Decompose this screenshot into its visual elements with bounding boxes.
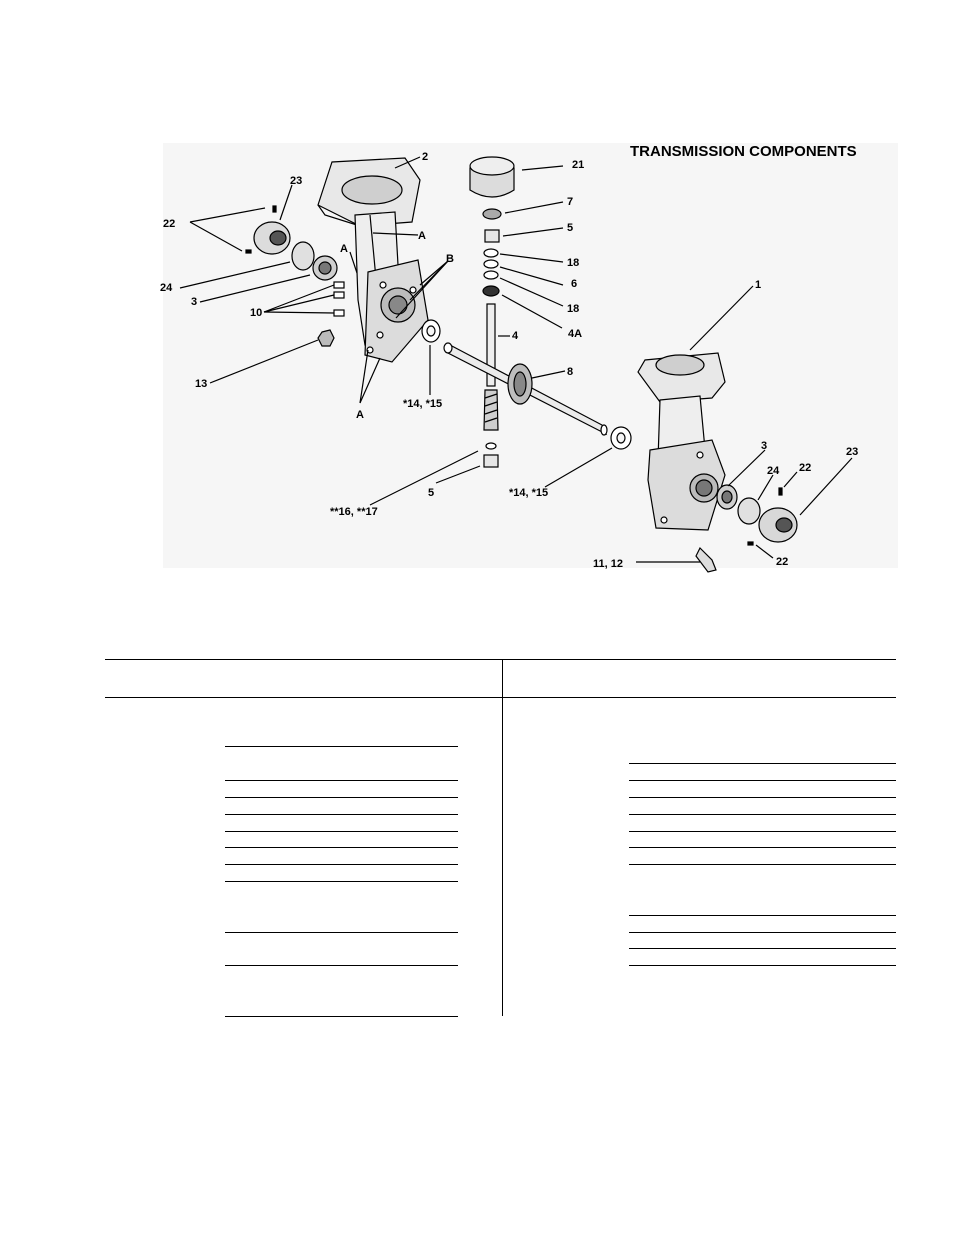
- part-22-pin-right-bottom: [748, 542, 753, 545]
- right-row-rule: [629, 814, 896, 815]
- callout-7: 7: [567, 196, 574, 208]
- right-row-rule: [629, 797, 896, 798]
- callout-21: 21: [572, 159, 585, 171]
- callout-4: 4: [512, 330, 519, 342]
- callout-24-left: 24: [160, 282, 173, 294]
- part-22-pin-right-top: [779, 488, 782, 495]
- part-10-pin-b: [334, 292, 344, 298]
- part-24-right: [738, 498, 760, 524]
- callout-A-left: A: [340, 243, 348, 255]
- left-row-rule: [225, 831, 458, 832]
- part-18-bottom: [484, 271, 498, 279]
- left-row-rule: [225, 780, 458, 781]
- callout-22-left: 22: [163, 218, 176, 230]
- part-4A: [483, 286, 499, 296]
- callout-22-right-top: 22: [799, 462, 812, 474]
- callout-23-right: 23: [846, 446, 859, 458]
- callout-23-left: 23: [290, 175, 303, 187]
- right-row-rule: [629, 763, 896, 764]
- right-row-rule: [629, 864, 896, 865]
- callout-B: B: [446, 253, 454, 265]
- left-row-rule: [225, 965, 458, 966]
- right-row-rule: [629, 915, 896, 916]
- callout-4A: 4A: [568, 328, 583, 340]
- right-row-rule: [629, 965, 896, 966]
- part-16-washer: [486, 443, 496, 449]
- right-row-rule: [629, 831, 896, 832]
- callout-14-15-left: *14, *15: [403, 398, 443, 410]
- part-24-left: [292, 242, 314, 270]
- right-row-rule: [629, 932, 896, 933]
- callout-A-bottom: A: [356, 409, 364, 421]
- part-18-top: [484, 249, 498, 257]
- left-row-rule: [225, 932, 458, 933]
- right-row-rule: [629, 847, 896, 848]
- left-row-rule: [225, 814, 458, 815]
- table-header-rule: [105, 697, 896, 698]
- left-row-rule: [225, 1016, 458, 1017]
- callout-5-bottom: 5: [428, 487, 435, 499]
- left-row-rule: [225, 746, 458, 747]
- part-22-pin-bottom: [246, 250, 251, 253]
- left-row-rule: [225, 864, 458, 865]
- part-5-bottom: [484, 455, 498, 467]
- callout-1: 1: [755, 279, 762, 291]
- callout-3-right: 3: [761, 440, 768, 452]
- callout-8: 8: [567, 366, 574, 378]
- callout-A-top: A: [418, 230, 426, 242]
- callout-10: 10: [250, 307, 263, 319]
- right-row-rule: [629, 780, 896, 781]
- table-top-rule: [105, 659, 896, 660]
- callout-3-left: 3: [191, 296, 198, 308]
- left-row-rule: [225, 881, 458, 882]
- part-6: [484, 260, 498, 268]
- callout-5-top: 5: [567, 222, 574, 234]
- right-row-rule: [629, 948, 896, 949]
- callout-2: 2: [422, 151, 429, 163]
- callout-14-15-right: *14, *15: [509, 487, 549, 499]
- part-5-top: [485, 230, 499, 242]
- callout-24-right: 24: [767, 465, 780, 477]
- part-7-bearing: [483, 209, 501, 219]
- transmission-exploded-diagram: [0, 0, 954, 600]
- callout-13: 13: [195, 378, 208, 390]
- callout-16-17: **16, **17: [330, 506, 378, 518]
- table-center-divider: [502, 659, 503, 1016]
- part-10-pin-a: [334, 282, 344, 288]
- part-10-pin-c: [334, 310, 344, 316]
- callout-22-right-bottom: 22: [776, 556, 789, 568]
- left-row-rule: [225, 847, 458, 848]
- diagram-title: TRANSMISSION COMPONENTS: [630, 143, 857, 160]
- callout-11-12: 11, 12: [593, 558, 623, 570]
- part-22-pin-top: [273, 206, 276, 212]
- callout-18-top: 18: [567, 257, 580, 269]
- left-row-rule: [225, 797, 458, 798]
- callout-6: 6: [571, 278, 578, 290]
- callout-18-bottom: 18: [567, 303, 580, 315]
